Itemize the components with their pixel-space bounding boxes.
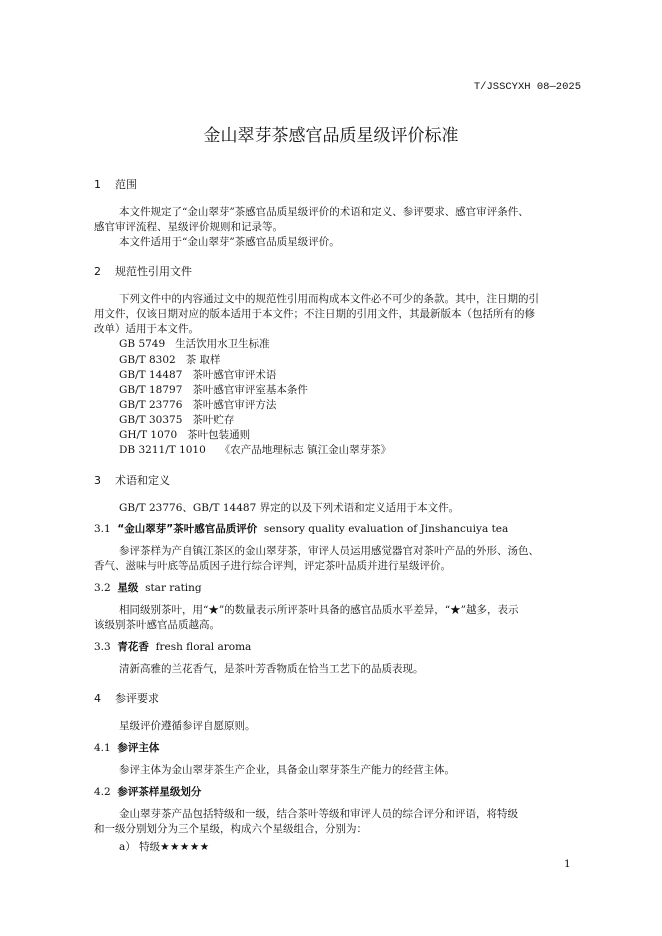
reference-code: GB 5749 bbox=[119, 338, 166, 350]
list-text: 特级 bbox=[139, 841, 161, 853]
reference-item bbox=[119, 442, 391, 457]
reference-code: GB/T 18797 bbox=[119, 384, 183, 396]
paragraph-line: 清新高雅的兰花香气，是茶叶芳香物质在恰当工艺下的品质表现。 bbox=[119, 663, 424, 675]
section-4-heading bbox=[94, 690, 159, 706]
reference-name: 茶叶感官审评术语 bbox=[192, 369, 277, 381]
reference-name: 茶叶贮存 bbox=[192, 414, 235, 426]
reference-code: GB/T 14487 bbox=[119, 369, 183, 381]
paragraph-line: 下列文件中的内容通过文中的规范性引用而构成本文件必不可少的条款。其中，注日期的引 bbox=[119, 293, 539, 305]
section-title: 范围 bbox=[115, 178, 137, 191]
paragraph-line: 和一级分别划分为三个星级，构成六个星级组合，分别为： bbox=[94, 823, 367, 835]
term-english: fresh floral aroma bbox=[155, 641, 252, 653]
paragraph-line: 该级别茶叶感官品质越高。 bbox=[94, 619, 220, 631]
reference-item bbox=[119, 397, 276, 412]
paragraph-line: 改单）适用于本文件。 bbox=[94, 323, 199, 335]
paragraph-line: 参评主体为金山翠芽茶生产企业，具备金山翠芽茶生产能力的经营主体。 bbox=[119, 764, 455, 776]
reference-item bbox=[119, 336, 270, 351]
paragraph-line: 本文件规定了“金山翠芽”茶感官品质星级评价的术语和定义、参评要求、感官审评条件、 bbox=[119, 206, 529, 218]
paragraph-line: 金山翠芽茶产品包括特级和一级，结合茶叶等级和审评人员的综合评分和评语，将特级 bbox=[119, 808, 518, 820]
paragraph-line: 本文件适用于“金山翠芽”茶感官品质星级评价。 bbox=[119, 236, 340, 248]
paragraph-line: 感官审评流程、星级评价规则和记录等。 bbox=[94, 221, 283, 233]
reference-name: 茶叶感官审评方法 bbox=[192, 399, 277, 411]
section-number: 1 bbox=[94, 178, 101, 191]
reference-name: 《农产品地理标志 镇江金山翠芽茶》 bbox=[219, 444, 392, 456]
section-number: 3 bbox=[94, 474, 101, 487]
term-english: star rating bbox=[145, 582, 202, 594]
document-title: 金山翠芽茶感官品质星级评价标准 bbox=[203, 126, 459, 146]
reference-code: GB/T 8302 bbox=[119, 354, 176, 366]
reference-item bbox=[119, 352, 221, 367]
reference-item bbox=[119, 427, 250, 442]
section-2-heading bbox=[94, 263, 192, 279]
subsection-number: 4.1 bbox=[94, 742, 111, 754]
subsection-4-2-heading bbox=[94, 784, 201, 799]
term-title: 青花香 bbox=[117, 641, 149, 653]
reference-name: 茶叶包装通则 bbox=[187, 429, 251, 441]
term-english: sensory quality evaluation of Jinshancuiya tea bbox=[263, 523, 509, 535]
term-3-1-heading bbox=[94, 521, 508, 536]
term-3-2-heading bbox=[94, 580, 202, 595]
subsection-title: 参评茶样星级划分 bbox=[117, 786, 202, 798]
reference-code: GB/T 30375 bbox=[119, 414, 183, 426]
term-number: 3.1 bbox=[94, 523, 111, 535]
term-number: 3.3 bbox=[94, 641, 111, 653]
term-title: 星级 bbox=[117, 582, 139, 594]
list-item-a bbox=[119, 839, 210, 854]
reference-item bbox=[119, 367, 276, 382]
paragraph-line: GB/T 23776、GB/T 14487 界定的以及下列术语和定义适用于本文件。 bbox=[119, 502, 460, 514]
section-title: 规范性引用文件 bbox=[115, 265, 192, 278]
paragraph-line: 相同级别茶叶，用“★”的数量表示所评茶叶具备的感官品质水平差异，“★”越多，表示 bbox=[119, 604, 519, 616]
reference-code: DB 3211/T 1010 bbox=[119, 444, 206, 456]
reference-name: 茶叶感官审评室基本条件 bbox=[192, 384, 308, 396]
paragraph-line: 星级评价遵循参评自愿原则。 bbox=[119, 720, 256, 732]
term-3-3-heading bbox=[94, 639, 251, 654]
section-title: 术语和定义 bbox=[115, 474, 170, 487]
reference-name: 茶 取样 bbox=[185, 354, 221, 366]
paragraph-line: 参评茶样为产自镇江茶区的金山翠芽茶，审评人员运用感觉器官对茶叶产品的外形、汤色、 bbox=[119, 545, 539, 557]
subsection-4-1-heading bbox=[94, 740, 159, 755]
section-number: 2 bbox=[94, 265, 101, 278]
reference-name: 生活饮用水卫生标准 bbox=[175, 338, 270, 350]
term-title: “金山翠芽”茶叶感官品质评价 bbox=[117, 523, 258, 535]
paragraph-line: 香气、滋味与叶底等品质因子进行综合评判，评定茶叶品质并进行星级评价。 bbox=[94, 560, 451, 572]
subsection-number: 4.2 bbox=[94, 786, 111, 798]
section-1-heading bbox=[94, 176, 137, 192]
reference-code: GH/T 1070 bbox=[119, 429, 178, 441]
document-number: T/JSSCYXH 08—2025 bbox=[473, 81, 581, 93]
section-number: 4 bbox=[94, 692, 101, 705]
reference-item bbox=[119, 412, 234, 427]
term-number: 3.2 bbox=[94, 582, 111, 594]
page-number: 1 bbox=[564, 858, 571, 870]
reference-code: GB/T 23776 bbox=[119, 399, 183, 411]
reference-item bbox=[119, 382, 308, 397]
subsection-title: 参评主体 bbox=[117, 742, 160, 754]
list-label: a） bbox=[119, 841, 136, 853]
section-3-heading bbox=[94, 472, 170, 488]
star-rating-icons: ★★★★★ bbox=[160, 841, 210, 853]
paragraph-line: 用文件，仅该日期对应的版本适用于本文件；不注日期的引用文件，其最新版本（包括所有的修 bbox=[94, 308, 535, 320]
section-title: 参评要求 bbox=[115, 692, 159, 705]
